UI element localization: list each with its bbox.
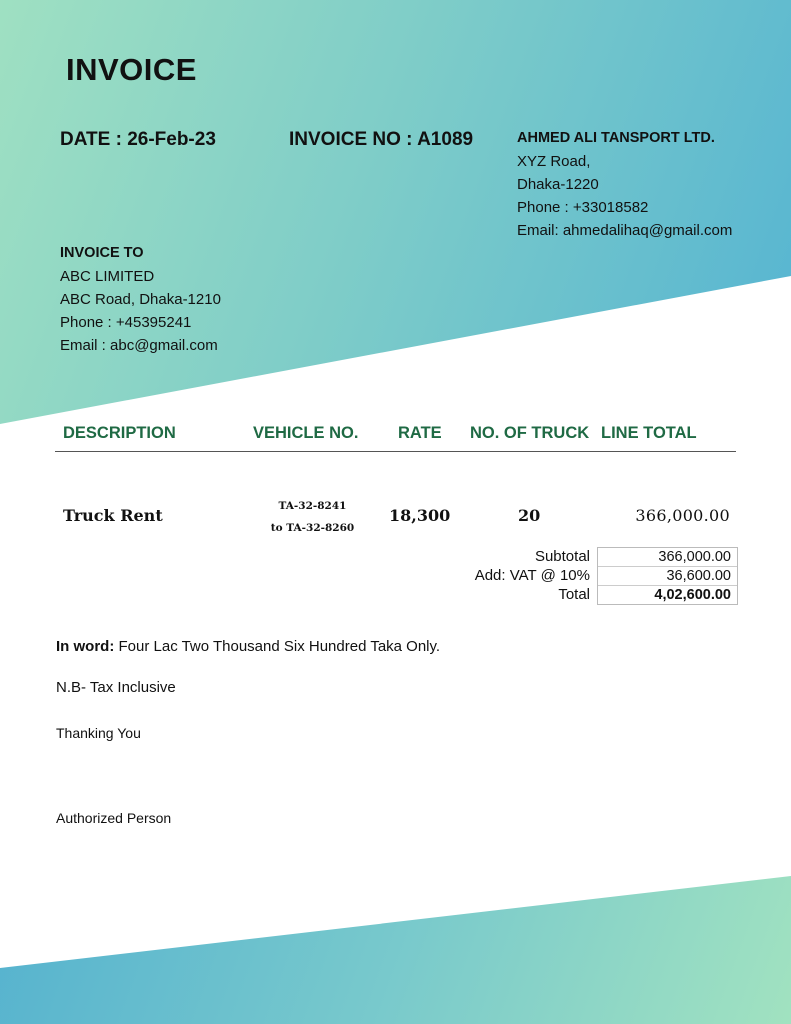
- row-line-total: 366,000.00: [635, 506, 730, 525]
- bill-to-address: ABC Road, Dhaka-1210: [60, 291, 221, 308]
- column-header-rate: RATE: [398, 424, 442, 442]
- total-value: 4,02,600.00: [654, 587, 731, 603]
- company-name: AHMED ALI TANSPORT LTD.: [517, 130, 715, 146]
- summary-values: [597, 547, 738, 605]
- amount-in-words: [56, 638, 440, 655]
- company-address-line2: Dhaka-1220: [517, 176, 599, 193]
- row-no-of-truck: 20: [518, 506, 541, 525]
- column-header-description: DESCRIPTION: [63, 424, 176, 442]
- row-vehicle-no-line2: to TA-32-8260: [270, 522, 355, 534]
- company-info: [517, 127, 732, 242]
- bill-to-name: ABC LIMITED: [60, 268, 155, 285]
- summary-labels: [440, 547, 590, 604]
- bill-to-phone: Phone : +45395241: [60, 314, 192, 331]
- company-address-line1: XYZ Road,: [517, 153, 591, 170]
- thanks-text: Thanking You: [56, 725, 141, 741]
- row-vehicle-no: [260, 495, 365, 539]
- in-word-text: Four Lac Two Thousand Six Hundred Taka Only.: [114, 638, 441, 655]
- column-header-no-of-truck: NO. OF TRUCK: [470, 424, 590, 442]
- vat-value: 36,600.00: [598, 567, 737, 586]
- row-vehicle-no-line1: TA-32-8241: [278, 500, 347, 512]
- subtotal-label: Subtotal: [534, 548, 590, 565]
- total-label: Total: [558, 586, 590, 603]
- bill-to-block: [60, 242, 221, 357]
- footer-gradient-background: [0, 870, 791, 1024]
- tax-note: N.B- Tax Inclusive: [56, 679, 176, 696]
- subtotal-value: 366,000.00: [598, 548, 737, 567]
- invoice-date: DATE : 26-Feb-23: [60, 129, 216, 150]
- row-description: Truck Rent: [63, 506, 163, 525]
- company-email: Email: ahmedalihaq@gmail.com: [517, 222, 733, 239]
- row-rate: 18,300: [389, 506, 451, 525]
- authorized-signature: Authorized Person: [56, 810, 172, 826]
- table-header-divider: [55, 451, 736, 452]
- vat-label: Add: VAT @ 10%: [474, 567, 590, 584]
- bill-to-email: Email : abc@gmail.com: [60, 337, 218, 354]
- company-phone: Phone : +33018582: [517, 199, 649, 216]
- in-word-label: In word:: [56, 638, 115, 655]
- invoice-title: INVOICE: [66, 52, 197, 87]
- bill-to-heading: INVOICE TO: [60, 245, 144, 261]
- invoice-number: INVOICE NO : A1089: [289, 129, 474, 150]
- column-header-vehicle-no: VEHICLE NO.: [253, 424, 359, 442]
- column-header-line-total: LINE TOTAL: [601, 424, 697, 442]
